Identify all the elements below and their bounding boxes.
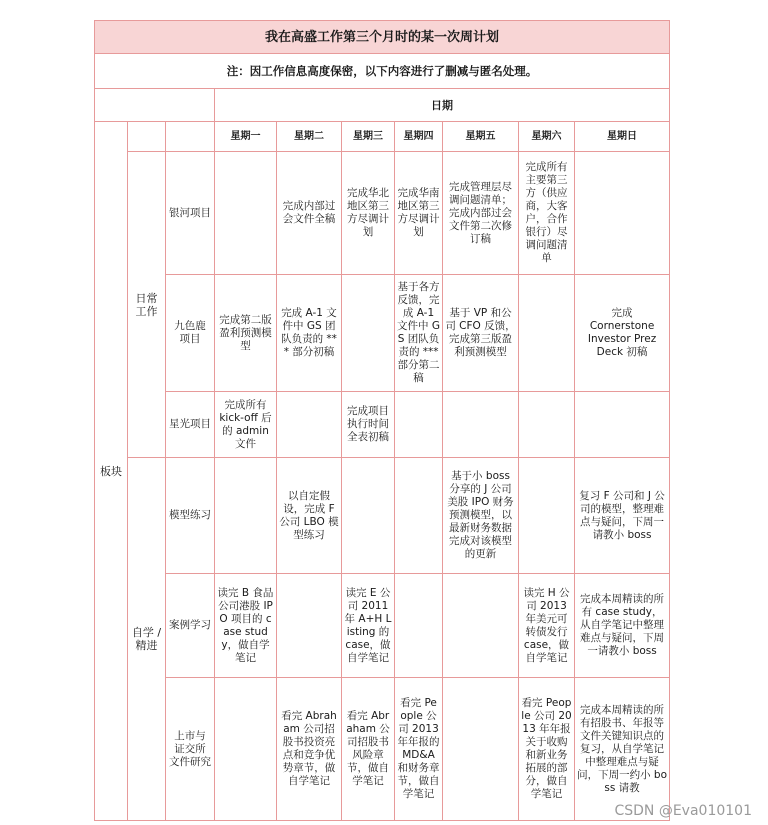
- block-label: 板块: [95, 122, 128, 821]
- plan-cell-r2-d2: 完成 A-1 文件中 GS 团队负责的 *** 部分初稿: [277, 275, 342, 392]
- plan-cell-r5-d7: 完成本周精读的所有 case study，从自学笔记中整理难点与疑问，下周一请教小 boss: [575, 574, 670, 678]
- category-label-1: 日常 工作: [128, 152, 166, 458]
- plan-cell-r2-d7: 完成 Cornerstone Investor Prez Deck 初稿: [575, 275, 670, 392]
- plan-cell-r4-d5: 基于小 boss 分享的 J 公司美股 IPO 财务预测模型，以最新财务数据完成对该模型的更新: [443, 458, 519, 574]
- plan-cell-r1-d4: 完成华南地区第三方尽调计划: [395, 152, 443, 275]
- plan-cell-r5-d1: 读完 B 食品公司港股 IPO 项目的 case study，做自学笔记: [215, 574, 277, 678]
- day-header-1: 星期一: [215, 122, 277, 152]
- day-header-3: 星期三: [342, 122, 395, 152]
- plan-cell-r4-d7: 复习 F 公司和 J 公司的模型，整理难点与疑问，下周一请教小 boss: [575, 458, 670, 574]
- plan-cell-r5-d2: [277, 574, 342, 678]
- row-label-3: 星光项目: [166, 392, 215, 458]
- table-row: [95, 392, 670, 458]
- table-row: [95, 678, 670, 821]
- plan-cell-r4-d3: [342, 458, 395, 574]
- plan-cell-r5-d4: [395, 574, 443, 678]
- plan-cell-r4-d1: [215, 458, 277, 574]
- plan-cell-r3-d6: [519, 392, 575, 458]
- plan-cell-r1-d5: 完成管理层尽调问题清单；完成内部过会文件第二次修订稿: [443, 152, 519, 275]
- plan-cell-r5-d5: [443, 574, 519, 678]
- row-label-4: 模型练习: [166, 458, 215, 574]
- date-header: 日期: [215, 89, 670, 122]
- category-label-2: 自学 / 精进: [128, 458, 166, 821]
- day-header-5: 星期五: [443, 122, 519, 152]
- plan-cell-r2-d5: 基于 VP 和公司 CFO 反馈，完成第三版盈利预测模型: [443, 275, 519, 392]
- plan-cell-r5-d3: 读完 E 公司 2011 年 A+H Listing 的 case，做自学笔记: [342, 574, 395, 678]
- row-label-6: 上市与 证交所 文件研究: [166, 678, 215, 821]
- plan-cell-r4-d4: [395, 458, 443, 574]
- plan-cell-r3-d1: 完成所有 kick-off 后 的 admin 文件: [215, 392, 277, 458]
- day-header-6: 星期六: [519, 122, 575, 152]
- plan-cell-r6-d4: 看完 People 公司 2013 年年报的 MD&A 和财务章节，做自学笔记: [395, 678, 443, 821]
- plan-cell-r6-d3: 看完 Abraham 公司招股书风险章节，做自学笔记: [342, 678, 395, 821]
- plan-cell-r2-d6: [519, 275, 575, 392]
- table-row: [95, 574, 670, 678]
- day-header-spacer-category: [128, 122, 166, 152]
- table-row: [95, 458, 670, 574]
- row-label-5: 案例学习: [166, 574, 215, 678]
- plan-cell-r4-d6: [519, 458, 575, 574]
- header-spacer: [95, 89, 215, 122]
- plan-cell-r1-d7: [575, 152, 670, 275]
- plan-cell-r1-d1: [215, 152, 277, 275]
- plan-cell-r1-d3: 完成华北地区第三方尽调计划: [342, 152, 395, 275]
- plan-cell-r5-d6: 读完 H 公司 2013 年美元可转债发行 case，做自学笔记: [519, 574, 575, 678]
- day-header-4: 星期四: [395, 122, 443, 152]
- plan-cell-r1-d6: 完成所有主要第三方（供应商，大客户，合作银行）尽调问题清单: [519, 152, 575, 275]
- plan-cell-r3-d5: [443, 392, 519, 458]
- plan-cell-r6-d7: 完成本周精读的所有招股书、年报等文件关键知识点的复习，从自学笔记中整理难点与疑问，下周一约小 boss 请教: [575, 678, 670, 821]
- row-label-1: 银河项目: [166, 152, 215, 275]
- plan-cell-r2-d1: 完成第二版盈利预测模型: [215, 275, 277, 392]
- plan-cell-r3-d3: 完成项目执行时间全表初稿: [342, 392, 395, 458]
- watermark: CSDN @Eva010101: [614, 803, 752, 819]
- plan-cell-r6-d6: 看完 People 公司 2013 年年报关于收购和新业务拓展的部分，做自学笔记: [519, 678, 575, 821]
- weekly-plan-table: [94, 20, 670, 821]
- page-title: 我在高盛工作第三个月时的某一次周计划: [95, 21, 670, 54]
- day-header-spacer-subcategory: [166, 122, 215, 152]
- row-label-2: 九色鹿 项目: [166, 275, 215, 392]
- plan-cell-r4-d2: 以自定假设，完成 F 公司 LBO 模型练习: [277, 458, 342, 574]
- plan-cell-r2-d3: [342, 275, 395, 392]
- day-header-2: 星期二: [277, 122, 342, 152]
- plan-cell-r3-d7: [575, 392, 670, 458]
- table-row: [95, 152, 670, 275]
- plan-cell-r1-d2: 完成内部过会文件全稿: [277, 152, 342, 275]
- plan-cell-r6-d2: 看完 Abraham 公司招股书投资亮点和竞争优势章节，做自学笔记: [277, 678, 342, 821]
- day-header-7: 星期日: [575, 122, 670, 152]
- plan-cell-r2-d4: 基于各方反馈，完成 A-1 文件中 GS 团队负责的 *** 部分第二稿: [395, 275, 443, 392]
- confidentiality-note: 注：因工作信息高度保密，以下内容进行了删减与匿名处理。: [95, 54, 670, 89]
- table-row: [95, 275, 670, 392]
- plan-cell-r3-d4: [395, 392, 443, 458]
- plan-cell-r6-d5: [443, 678, 519, 821]
- plan-cell-r6-d1: [215, 678, 277, 821]
- plan-cell-r3-d2: [277, 392, 342, 458]
